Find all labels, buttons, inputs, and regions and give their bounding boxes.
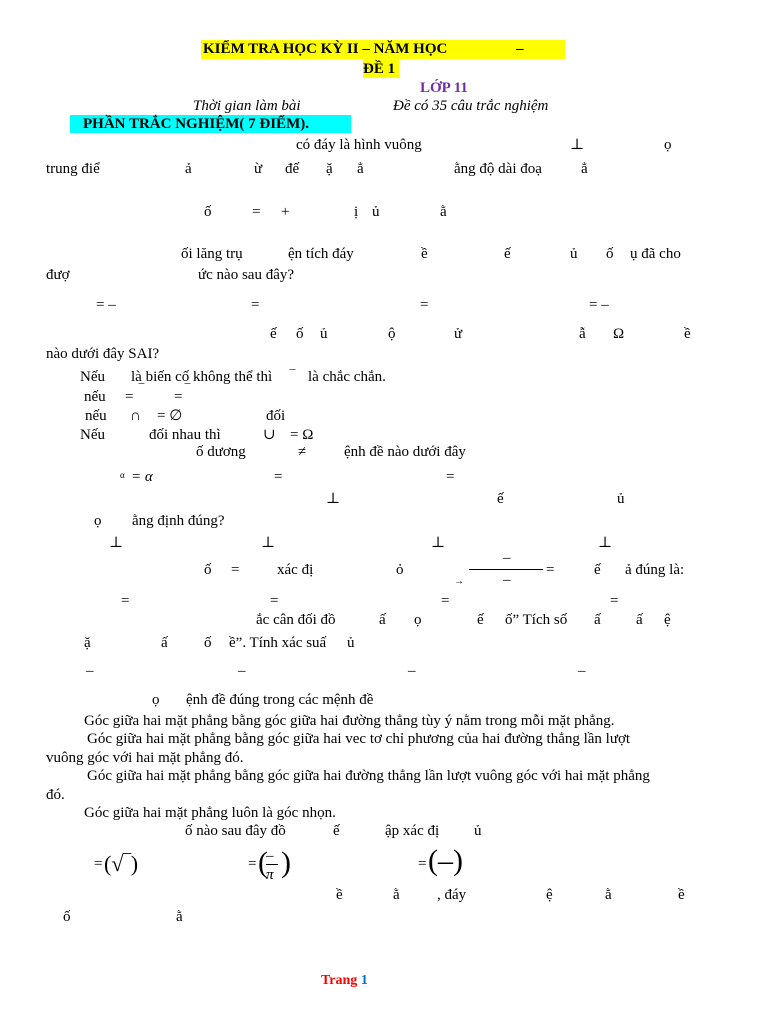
q4-text-a: ố dương — [196, 444, 246, 460]
q6-text-d: ế — [594, 562, 601, 578]
q5-option-a: ⊥ — [109, 535, 124, 551]
q3-overline-b2: ‾ — [185, 383, 190, 399]
q2-text-g: ụ đã cho — [630, 246, 681, 262]
q6-text-b: xác đị — [277, 562, 314, 578]
exam-title: KIỂM TRA HỌC KỲ II – NĂM HỌC — [203, 41, 448, 57]
q1-text: có đáy là hình vuông — [296, 137, 422, 153]
exam-title-dash: – — [516, 41, 524, 57]
q9-option-b-lparen: ( — [258, 846, 268, 879]
q3-option-c-empty: = ∅ — [157, 408, 183, 424]
q3-text-f: ẫ — [579, 326, 586, 342]
q8-option-b: Góc giữa hai mặt phẳng bằng góc giữa hai vec tơ chỉ phương của hai đường thẳng lần lượt — [87, 731, 631, 747]
q2-text-c: ề — [421, 246, 428, 262]
q5-text-b: ủ — [617, 491, 625, 507]
q2-line2-a: đượ — [46, 267, 70, 283]
q10-text-f: ề — [678, 887, 685, 903]
q3-text-e: ử — [454, 326, 463, 342]
q1-line2-d: đế — [285, 161, 300, 177]
q6-fraction-bar — [469, 569, 543, 570]
q6-text-e: ả đúng là: — [625, 562, 685, 578]
q6-arrow-icon: → — [454, 576, 464, 587]
q7-line2-d: ề”. Tính xác suấ — [229, 635, 327, 651]
q8-option-c: Góc giữa hai mặt phẳng bằng góc giữa hai đường thẳng lần lượt vuông góc với hai mặt phẳng — [87, 768, 650, 784]
q3-option-d-mid: đối nhau thì — [149, 427, 221, 443]
q3-option-b-eq2: = — [174, 389, 183, 405]
section-title: PHẦN TRẮC NGHIỆM( 7 ĐIỂM). — [70, 115, 351, 133]
q9-option-a-expr: (√‾) — [104, 851, 139, 876]
q6-option-c: = — [441, 593, 450, 609]
q8-text-a: ọ — [152, 692, 160, 708]
q7-text-a: ắc cân đối đồ — [256, 612, 336, 628]
q5-line2-a: ọ — [94, 513, 102, 529]
q7-text-b: ấ — [379, 612, 386, 628]
q1-line2-b: ả — [185, 161, 192, 177]
q4-option-c: = — [446, 469, 455, 485]
q2-option-d: = – — [589, 297, 609, 313]
q5-text-a: ế — [497, 491, 504, 507]
q9-option-b-num: – — [266, 848, 274, 864]
q9-option-c-expr: (–) — [428, 844, 463, 877]
q1-frag: ọ — [664, 137, 672, 153]
q3-text-a: ế — [270, 326, 277, 342]
q2-text-d: ế — [504, 246, 511, 262]
q7-option-d: – — [578, 663, 586, 679]
q3-option-c-end: đối — [266, 408, 286, 424]
question-count: Đề có 35 câu trắc nghiệm — [393, 98, 549, 114]
q9-option-b-rparen: ) — [281, 846, 291, 879]
q3-option-b-start: nếu — [84, 389, 106, 405]
q9-option-b-pi: π — [266, 867, 274, 883]
q2-option-b: = — [251, 297, 260, 313]
q4-option-a: = α — [131, 469, 153, 485]
q3-omega: Ω — [613, 326, 625, 342]
q5-option-d: ⊥ — [598, 535, 613, 551]
q6-eq2: = — [546, 562, 555, 578]
q9-option-b-bar — [266, 864, 278, 865]
q3-line2: nào dưới đây SAI? — [46, 346, 160, 362]
page-number: 1 — [360, 973, 368, 988]
q7-text-d: ế — [477, 612, 484, 628]
q1-line3-f: ằ — [440, 204, 447, 220]
q3-overline-b1: ‾ — [139, 383, 144, 399]
q4-option-b: = — [274, 469, 283, 485]
q7-option-a: – — [86, 663, 94, 679]
q10-text-d: ệ — [546, 887, 553, 903]
q1-line2-c: ừ — [254, 161, 263, 177]
q2-text-a: ối lăng trụ — [181, 246, 243, 262]
q3-option-c-start: nếu — [85, 408, 107, 424]
q6-option-b: = — [270, 593, 279, 609]
q3-option-b-eq1: = — [125, 389, 134, 405]
q10-text-c: , đáy — [437, 887, 467, 903]
q1-line2-g: ằng độ dài đoạ — [454, 161, 542, 177]
q2-text-e: ủ — [570, 246, 578, 262]
q7-line2-e: ủ — [347, 635, 355, 651]
exam-code: ĐỀ 1 — [363, 60, 399, 78]
q8-text-b: ệnh đề đúng trong các mệnh đề — [186, 692, 374, 708]
q2-option-a: = – — [96, 297, 116, 313]
q3-option-a-start: Nếu — [80, 369, 105, 385]
q7-line2-a: ặ — [84, 635, 91, 651]
q1-line3-e: ủ — [372, 204, 380, 220]
q1-line3-d: ị — [354, 204, 359, 220]
q2-text-f: ố — [606, 246, 614, 262]
q1-line2-h: ẳ — [581, 161, 588, 177]
q9-text-d: ủ — [474, 823, 482, 839]
q3-option-d-start: Nếu — [80, 427, 105, 443]
q6-frac-den: – — [503, 572, 511, 588]
q7-option-b: – — [238, 663, 246, 679]
q8-option-c-cont: đó. — [46, 787, 65, 803]
q7-text-f: ấ — [594, 612, 601, 628]
q6-option-d: = — [610, 593, 619, 609]
q5-perp: ⊥ — [326, 491, 341, 507]
q7-text-g: ấ — [636, 612, 643, 628]
q3-overline: ‾ — [290, 369, 295, 385]
page-footer — [321, 972, 368, 990]
q9-option-c-eq: = — [418, 856, 427, 872]
q4-exp: α — [120, 470, 125, 480]
q7-text-h: ệ — [664, 612, 671, 628]
q3-option-d-cup: ∪ — [263, 427, 276, 443]
q8-option-b-cont: vuông góc với hai mặt phẳng đó. — [46, 750, 244, 766]
q6-option-a: = — [121, 593, 130, 609]
q1-line3-b: = — [252, 204, 261, 220]
q6-frac-num: – — [503, 550, 511, 566]
q10-text-a: ề — [336, 887, 343, 903]
q3-text-h: ề — [684, 326, 691, 342]
q7-text-e: ố” Tích số — [505, 612, 568, 628]
q9-option-b-eq: = — [248, 856, 257, 872]
q2-text-b: ện tích đáy — [288, 246, 354, 262]
q4-text-b: ệnh đề nào dưới đây — [344, 444, 466, 460]
q10-text-b: ằ — [393, 887, 400, 903]
q3-option-c-cap: ∩ — [130, 408, 141, 424]
q3-option-a-end: là chắc chắn. — [308, 369, 386, 385]
q5-option-c: ⊥ — [431, 535, 446, 551]
q9-text-a: ố nào sau đây đồ — [185, 823, 286, 839]
q1-line3-a: ố — [204, 204, 212, 220]
q9-option-a-eq: = — [94, 856, 103, 872]
q8-option-d: Góc giữa hai mặt phẳng luôn là góc nhọn. — [84, 805, 336, 821]
q6-text-a: ố — [204, 562, 212, 578]
q7-line2-c: ố — [204, 635, 212, 651]
q5-line2-b: ằng định đúng? — [132, 513, 225, 529]
q6-eq: = — [231, 562, 240, 578]
q5-option-b: ⊥ — [261, 535, 276, 551]
q9-text-b: ế — [333, 823, 340, 839]
q1-line2-f: ẳ — [357, 161, 364, 177]
q1-line3-c: + — [281, 204, 290, 220]
q6-text-c: ỏ — [396, 562, 404, 578]
time-label: Thời gian làm bài — [193, 98, 301, 114]
q2-option-c: = — [420, 297, 429, 313]
q7-option-c: – — [408, 663, 416, 679]
q1-perp: ⊥ — [570, 137, 585, 153]
q3-text-b: ố — [296, 326, 304, 342]
page-label: Trang — [321, 973, 358, 988]
q9-text-c: ập xác đị — [385, 823, 440, 839]
q10-line2-a: ố — [63, 909, 71, 925]
q3-text-d: ộ — [388, 326, 396, 342]
q10-line2-b: ằ — [176, 909, 183, 925]
q10-text-e: ằ — [605, 887, 612, 903]
q3-text-c: ủ — [320, 326, 328, 342]
q7-text-c: ọ — [414, 612, 422, 628]
q4-neq: ≠ — [298, 444, 307, 460]
q8-option-a: Góc giữa hai mặt phẳng bằng góc giữa hai đường thẳng tùy ý nằm trong mỗi mặt phẳng. — [84, 713, 615, 729]
q1-line2-a: trung điể — [46, 161, 100, 177]
q7-line2-b: ấ — [161, 635, 168, 651]
q2-line2-b: ức nào sau đây? — [198, 267, 295, 283]
q3-option-a-mid: là biến cố không thể thì — [131, 369, 273, 385]
grade-label: LỚP 11 — [420, 80, 468, 96]
q3-option-d-omega: = Ω — [290, 427, 314, 443]
q1-line2-e: ặ — [326, 161, 333, 177]
